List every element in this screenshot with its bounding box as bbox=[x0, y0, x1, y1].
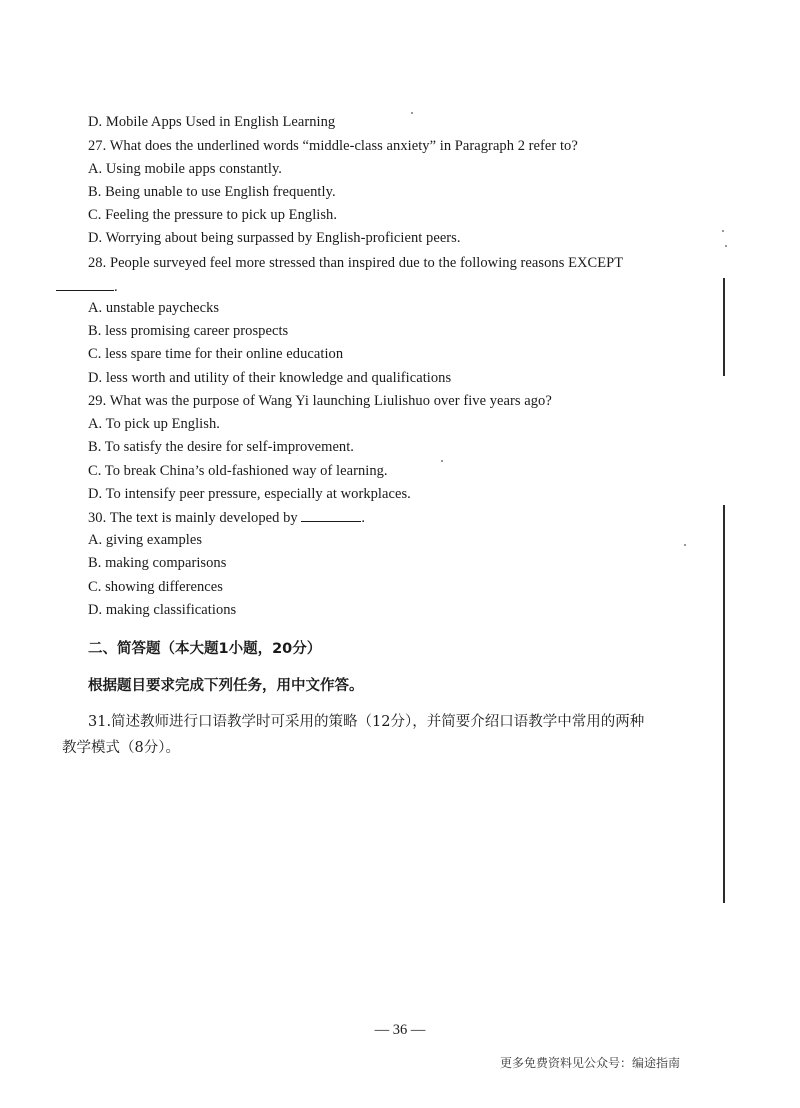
scan-edge-mark bbox=[723, 278, 725, 376]
section-title: 二、简答题（本大题1小题，20分） bbox=[88, 641, 322, 657]
option-28a: A. unstable paychecks bbox=[88, 300, 220, 316]
question-30 bbox=[88, 509, 365, 527]
option-29d: D. To intensify peer pressure, especially at workplaces. bbox=[88, 486, 411, 502]
option-28d: D. less worth and utility of their knowledge and qualifications bbox=[88, 370, 452, 386]
scan-dot bbox=[441, 460, 443, 462]
scan-dot bbox=[684, 544, 686, 546]
section-instruction: 根据题目要求完成下列任务，用中文作答。 bbox=[88, 678, 364, 694]
scan-dot bbox=[411, 112, 413, 114]
question-30-text: 30. The text is mainly developed by bbox=[88, 510, 298, 526]
option-29c: C. To break China’s old-fashioned way of learning. bbox=[88, 463, 388, 479]
option-27a: A. Using mobile apps constantly. bbox=[88, 161, 282, 177]
option-30d: D. making classifications bbox=[88, 602, 237, 618]
question-30-period: . bbox=[361, 510, 366, 526]
answer-blank bbox=[301, 509, 361, 522]
option-27b: B. Being unable to use English frequently. bbox=[88, 184, 336, 200]
scan-dot bbox=[722, 230, 724, 232]
option-30b: B. making comparisons bbox=[88, 555, 227, 571]
option-30c: C. showing differences bbox=[88, 579, 223, 595]
blank-period: . bbox=[114, 279, 118, 295]
scan-edge-mark bbox=[723, 505, 725, 903]
question-31-line1: 31.简述教师进行口语教学时可采用的策略（12分），并简要介绍口语教学中常用的两种 bbox=[88, 714, 645, 730]
option-28c: C. less spare time for their online education bbox=[88, 346, 344, 362]
scan-dot bbox=[725, 245, 727, 247]
option-26d: D. Mobile Apps Used in English Learning bbox=[88, 114, 336, 130]
answer-blank bbox=[56, 278, 114, 291]
question-28-blank bbox=[56, 278, 118, 296]
question-31-line2: 教学模式（8分）。 bbox=[62, 740, 180, 756]
option-27c: C. Feeling the pressure to pick up English. bbox=[88, 207, 338, 223]
question-28: 28. People surveyed feel more stressed than inspired due to the following reasons EXCEPT bbox=[88, 255, 624, 271]
question-27: 27. What does the underlined words “middle-class anxiety” in Paragraph 2 refer to? bbox=[88, 138, 578, 154]
option-27d: D. Worrying about being surpassed by English-proficient peers. bbox=[88, 230, 461, 246]
option-29b: B. To satisfy the desire for self-improvement. bbox=[88, 439, 354, 455]
option-28b: B. less promising career prospects bbox=[88, 323, 289, 339]
option-29a: A. To pick up English. bbox=[88, 416, 220, 432]
option-30a: A. giving examples bbox=[88, 532, 203, 548]
question-29: 29. What was the purpose of Wang Yi launching Liulishuo over five years ago? bbox=[88, 393, 552, 409]
page-number: — 36 — bbox=[374, 1022, 426, 1038]
footer-note: 更多免费资料见公众号：编途指南 bbox=[500, 1056, 681, 1070]
